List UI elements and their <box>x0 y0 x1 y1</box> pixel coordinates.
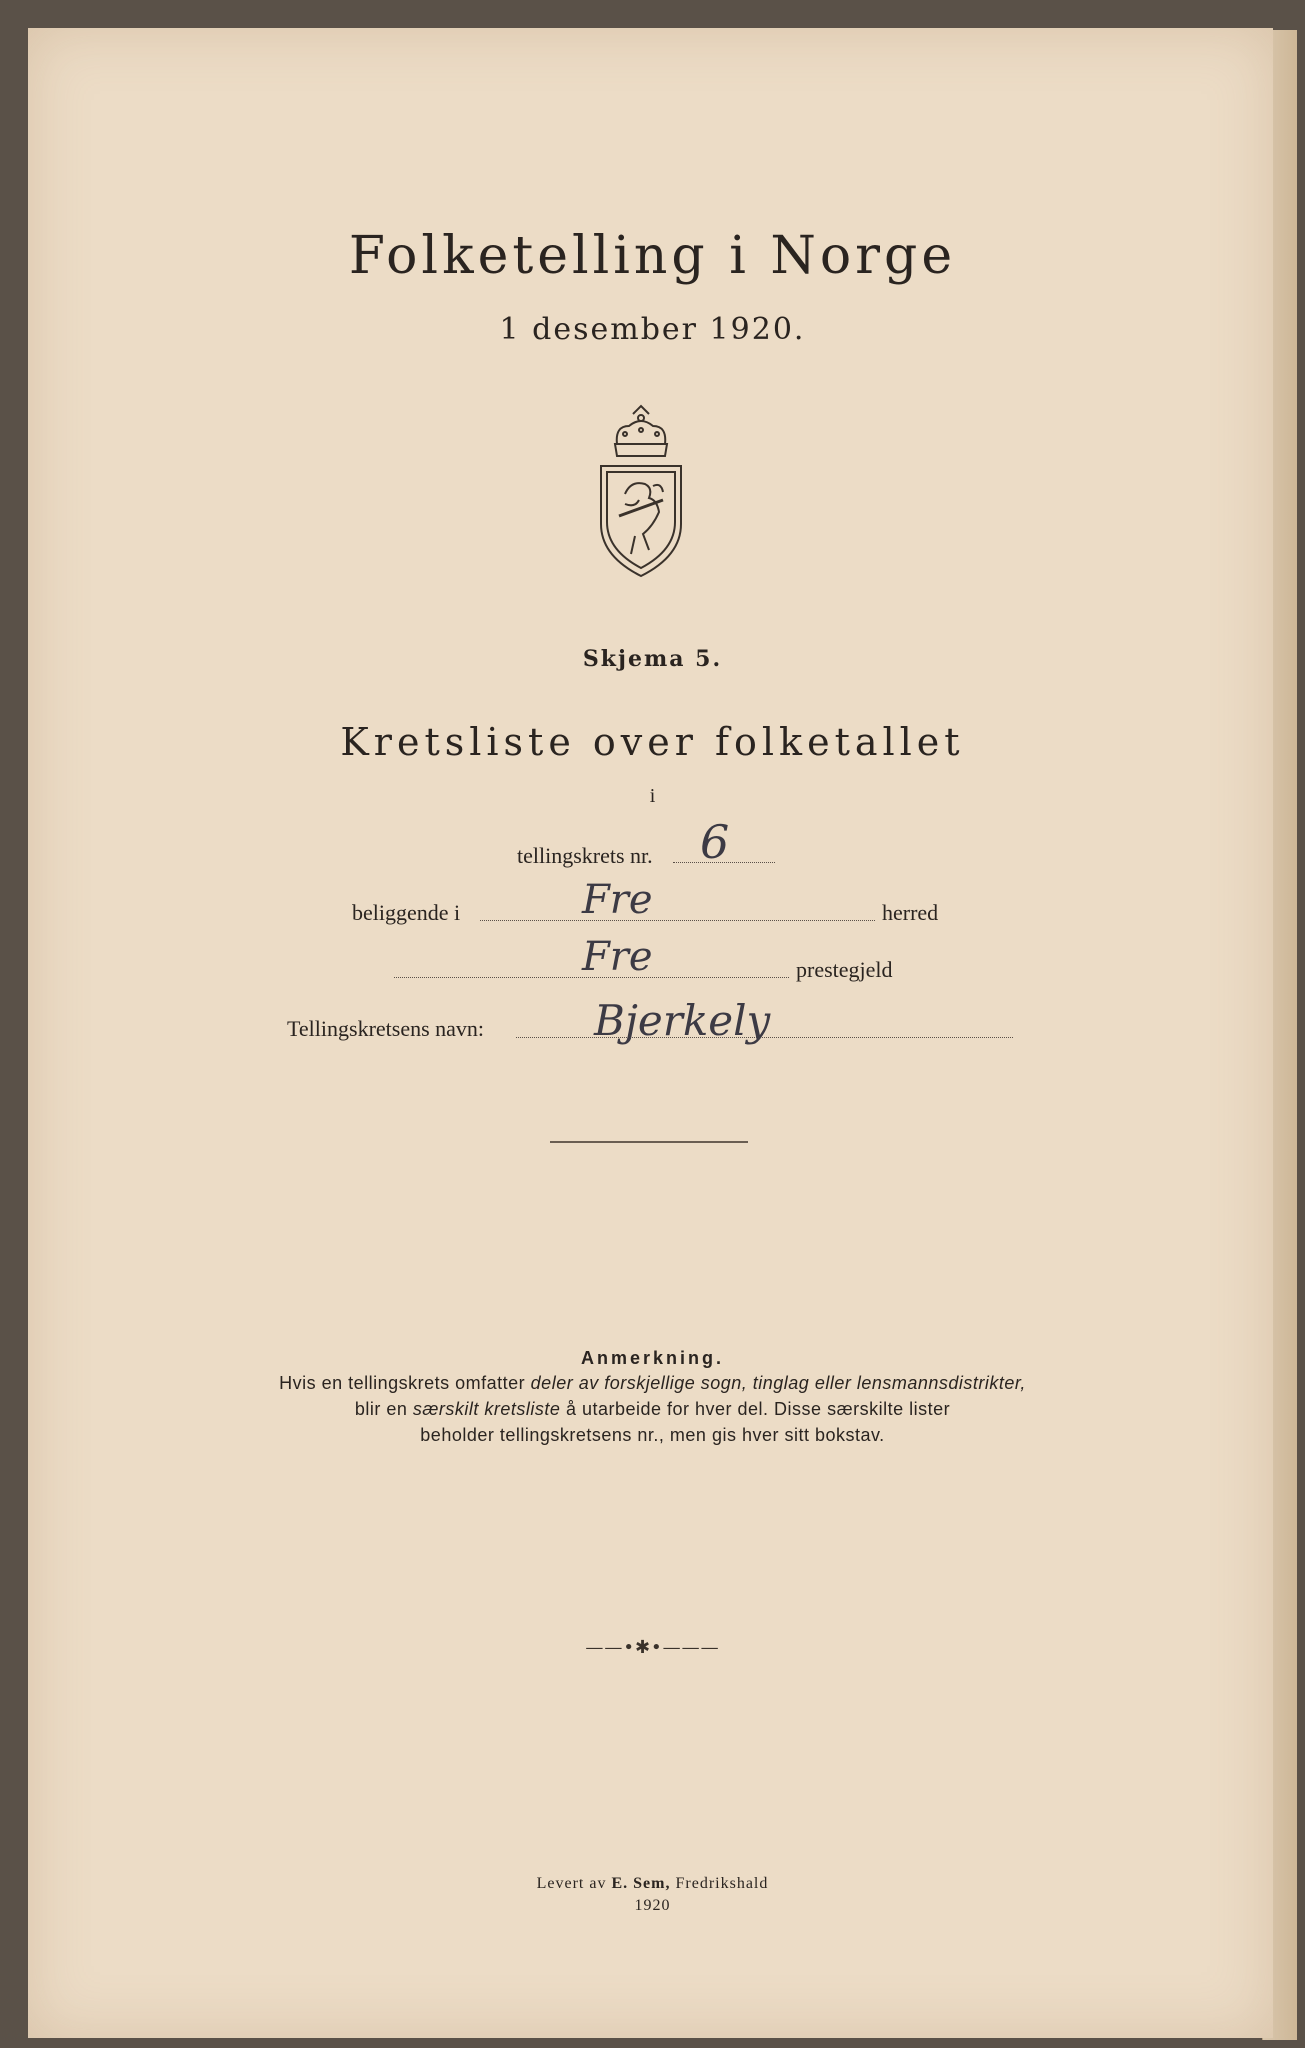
note-line-2-rest: å utarbeide for hver del. Disse særskilte lister <box>560 1399 951 1419</box>
note-line-2-italic: særskilt kretsliste <box>412 1399 561 1419</box>
prestegjeld-label: prestegjeld <box>796 957 893 982</box>
note-line-3: beholder tellingskretsens nr., men gis hver sitt bokstav. <box>420 1425 885 1445</box>
schema-number: Skjema 5. <box>582 646 723 672</box>
herred-value: Fre <box>582 877 653 923</box>
connector-text: i <box>649 785 656 807</box>
note-title: Anmerkning. <box>580 1348 724 1368</box>
divider <box>550 1141 748 1143</box>
tellingskrets-label: tellingskrets nr. <box>517 843 653 868</box>
prestegjeld-value: Fre <box>582 934 653 980</box>
note-line-1 <box>0 1373 1305 1394</box>
printer-pre: Levert av <box>536 1875 612 1892</box>
form-heading: Kretsliste over folketallet <box>340 720 965 764</box>
note-line-1-italic: deler av forskjellige sogn, tinglag eller lensmannsdistrikter, <box>530 1373 1026 1393</box>
tellingskrets-value: 6 <box>700 815 730 869</box>
navn-value: Bjerkely <box>594 996 771 1045</box>
printer-place: Fredrikshald <box>670 1875 769 1892</box>
navn-label: Tellingskretsens navn: <box>287 1016 485 1041</box>
herred-label: herred <box>882 900 939 925</box>
document-title: Folketelling i Norge <box>348 226 957 286</box>
beliggende-label: beliggende i <box>352 900 461 925</box>
ornament-divider: ——•✱•——— <box>585 1637 720 1658</box>
note-line-1-text: Hvis en tellingskrets omfatter <box>279 1373 531 1393</box>
herred-field-line <box>480 920 875 921</box>
printer-name: E. Sem, <box>611 1875 671 1892</box>
printer-year: 1920 <box>634 1897 671 1914</box>
note-line-2 <box>0 1399 1305 1420</box>
census-date: 1 desember 1920. <box>499 312 806 347</box>
coat-of-arms-icon <box>595 404 687 578</box>
printer-credit <box>0 1875 1305 1893</box>
note-line-2-text: blir en <box>354 1399 413 1419</box>
